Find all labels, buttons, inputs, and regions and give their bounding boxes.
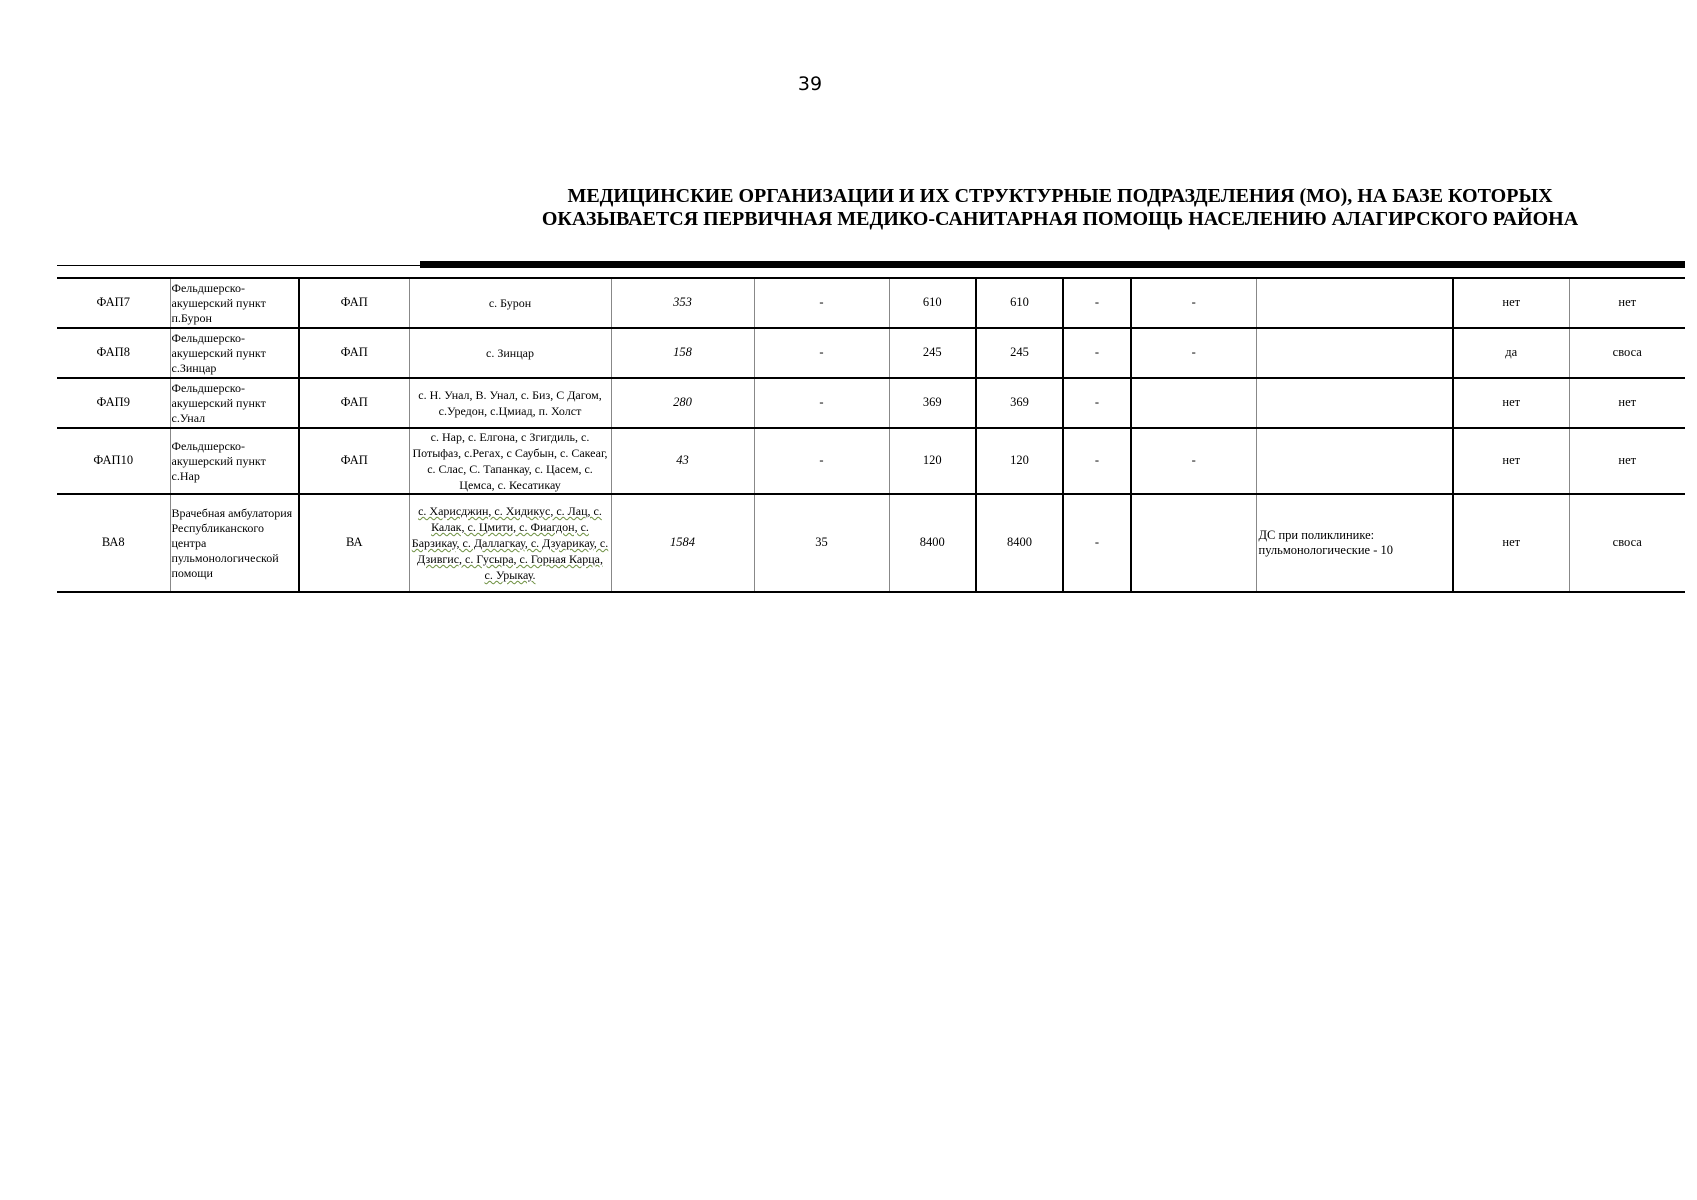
cell-col10 — [1131, 494, 1256, 592]
cell-code: ВА8 — [57, 494, 170, 592]
cell-col12: нет — [1453, 378, 1569, 428]
cell-col13: своса — [1569, 494, 1685, 592]
cell-col13: нет — [1569, 278, 1685, 328]
cell-col7: 120 — [889, 428, 976, 494]
cell-col11: ДС при поликлинике: пульмонологические - 10 — [1256, 494, 1453, 592]
cell-col6: 35 — [754, 494, 889, 592]
cell-type: ФАП — [299, 328, 409, 378]
cell-col10: - — [1131, 428, 1256, 494]
cell-col12: нет — [1453, 428, 1569, 494]
table-row — [57, 428, 1685, 494]
cell-population: 43 — [611, 428, 754, 494]
cell-col9: - — [1063, 328, 1131, 378]
header-rule-thin — [57, 265, 420, 266]
cell-settlements: с. Харисджин, с. Хидикус, с. Лац, с. Калак, с. Цмити, с. Фиагдон, с. Барзикау, с. Даллагкау, с. Дзуарикау, с. Дзивгис, с. Гусыра, с. Горная Карца, с. Урыкау. — [409, 494, 611, 592]
table-row — [57, 278, 1685, 328]
page-title-line-2: ОКАЗЫВАЕТСЯ ПЕРВИЧНАЯ МЕДИКО-САНИТАРНАЯ ПОМОЩЬ НАСЕЛЕНИЮ АЛАГИРСКОГО РАЙОНА — [541, 208, 1579, 230]
cell-code: ФАП8 — [57, 328, 170, 378]
cell-type: ФАП — [299, 378, 409, 428]
cell-settlements: с. Бурон — [409, 278, 611, 328]
cell-name: Врачебная амбулатория Республиканского центра пульмонологической помощи — [170, 494, 299, 592]
cell-code: ФАП10 — [57, 428, 170, 494]
header-rule-thick — [420, 261, 1685, 268]
cell-settlements: с. Н. Унал, В. Унал, с. Биз, С Дагом, с.Уредон, с.Цмиад, п. Холст — [409, 378, 611, 428]
cell-col8: 8400 — [976, 494, 1063, 592]
cell-col7: 8400 — [889, 494, 976, 592]
cell-type: ФАП — [299, 278, 409, 328]
cell-population: 1584 — [611, 494, 754, 592]
cell-col8: 245 — [976, 328, 1063, 378]
cell-type: ВА — [299, 494, 409, 592]
cell-col7: 610 — [889, 278, 976, 328]
organizations-table — [57, 277, 1685, 593]
cell-settlements: с. Зинцар — [409, 328, 611, 378]
table-row — [57, 328, 1685, 378]
cell-col11 — [1256, 278, 1453, 328]
page-title — [480, 185, 1640, 231]
cell-population: 158 — [611, 328, 754, 378]
cell-name: Фельдшерско-акушерский пункт с.Унал — [170, 378, 299, 428]
cell-col12: нет — [1453, 494, 1569, 592]
cell-col13: своса — [1569, 328, 1685, 378]
cell-col13: нет — [1569, 378, 1685, 428]
cell-col10: - — [1131, 328, 1256, 378]
cell-col8: 120 — [976, 428, 1063, 494]
cell-code: ФАП9 — [57, 378, 170, 428]
cell-settlements: с. Нар, с. Елгона, с Згигдиль, с. Потыфаз, с.Регах, с Саубын, с. Сакеаг, с. Слас, С. Тапанкау, с. Цасем, с. Цемса, с. Кесатикау — [409, 428, 611, 494]
cell-col9: - — [1063, 278, 1131, 328]
cell-col13: нет — [1569, 428, 1685, 494]
cell-col7: 245 — [889, 328, 976, 378]
cell-col8: 610 — [976, 278, 1063, 328]
cell-col10 — [1131, 378, 1256, 428]
cell-name: Фельдшерско-акушерский пункт с.Нар — [170, 428, 299, 494]
cell-col8: 369 — [976, 378, 1063, 428]
cell-col12: да — [1453, 328, 1569, 378]
cell-type: ФАП — [299, 428, 409, 494]
cell-name: Фельдшерско-акушерский пункт с.Зинцар — [170, 328, 299, 378]
cell-col6: - — [754, 378, 889, 428]
cell-col11 — [1256, 428, 1453, 494]
page-number: 39 — [797, 73, 823, 95]
cell-population: 353 — [611, 278, 754, 328]
table-row — [57, 378, 1685, 428]
table-row — [57, 494, 1685, 592]
cell-col12: нет — [1453, 278, 1569, 328]
cell-col6: - — [754, 428, 889, 494]
cell-col9: - — [1063, 378, 1131, 428]
cell-col9: - — [1063, 428, 1131, 494]
cell-population: 280 — [611, 378, 754, 428]
cell-col9: - — [1063, 494, 1131, 592]
cell-col6: - — [754, 328, 889, 378]
cell-col11 — [1256, 328, 1453, 378]
cell-name: Фельдшерско-акушерский пункт п.Бурон — [170, 278, 299, 328]
cell-code: ФАП7 — [57, 278, 170, 328]
cell-col6: - — [754, 278, 889, 328]
cell-col11 — [1256, 378, 1453, 428]
cell-col7: 369 — [889, 378, 976, 428]
cell-col10: - — [1131, 278, 1256, 328]
page-title-line-1: МЕДИЦИНСКИЕ ОРГАНИЗАЦИИ И ИХ СТРУКТУРНЫЕ ПОДРАЗДЕЛЕНИЯ (МО), НА БАЗЕ КОТОРЫХ — [567, 185, 1553, 207]
